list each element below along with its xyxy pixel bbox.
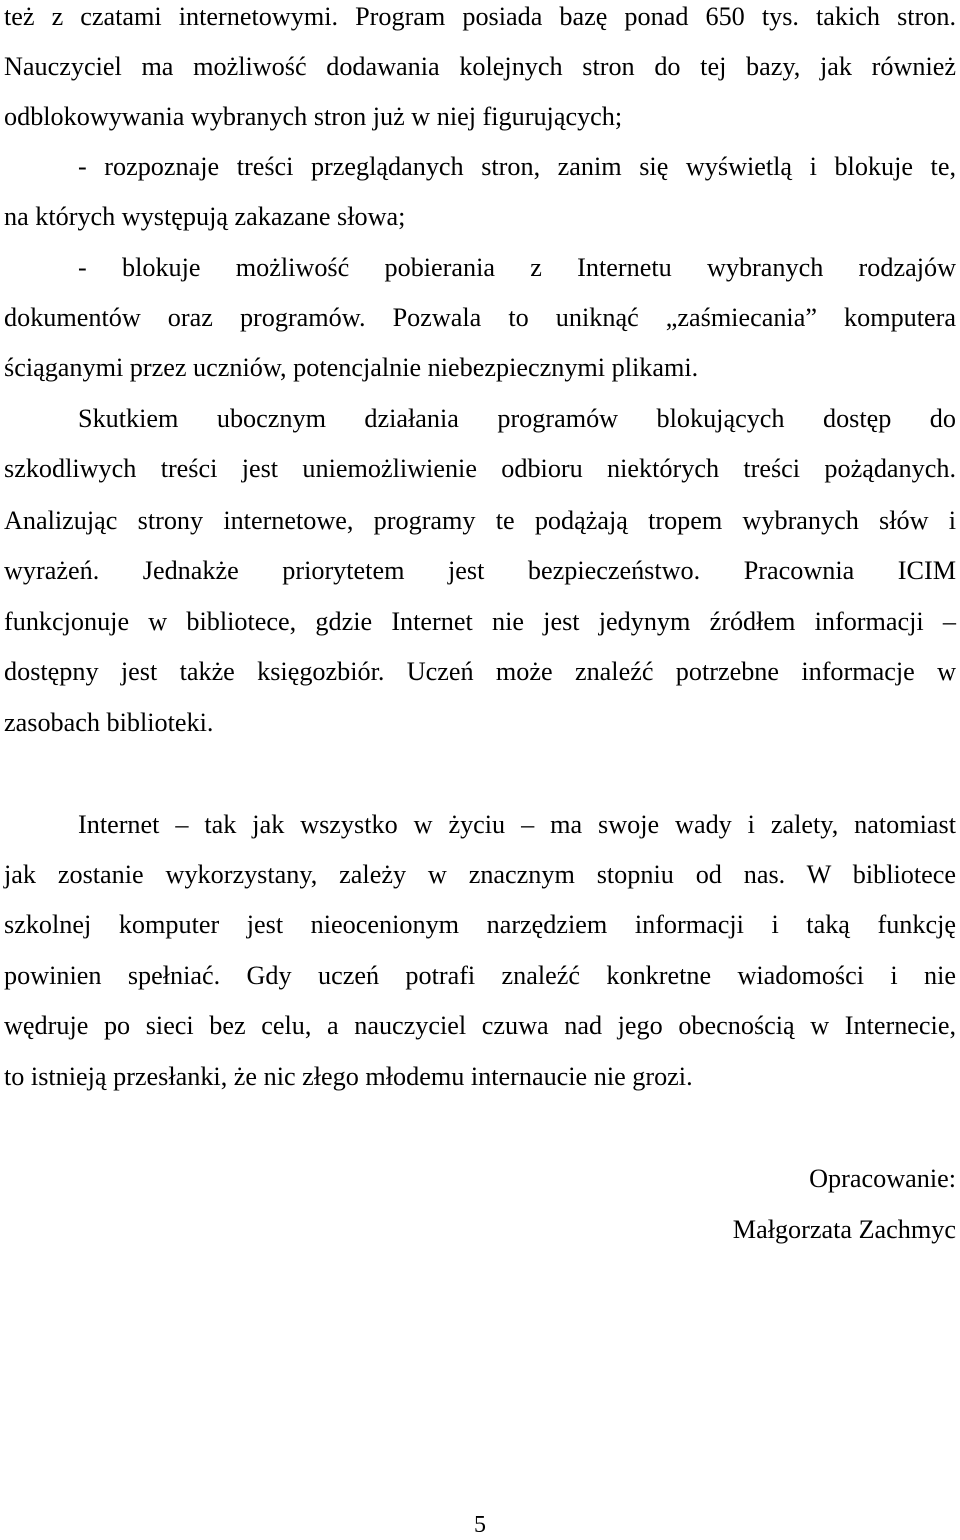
text-line: wyrażeń. Jednakże priorytetem jest bezpieczeństwo. Pracownia ICIM: [4, 556, 956, 585]
text-line: zasobach biblioteki.: [4, 708, 214, 737]
text-line: jak zostanie wykorzystany, zależy w znacznym stopniu od nas. W bibliotece: [4, 860, 956, 889]
text-line: szkolnej komputer jest nieocenionym narzędziem informacji i taką funkcję: [4, 910, 956, 939]
list-item-line: - blokuje możliwość pobierania z Internetu wybranych rodzajów: [78, 253, 956, 282]
signature-label: Opracowanie:: [809, 1164, 956, 1193]
paragraph-first-line: Skutkiem ubocznym działania programów blokujących dostęp do: [78, 404, 956, 433]
page-number: 5: [474, 1512, 486, 1538]
text-line: powinien spełniać. Gdy uczeń potrafi znaleźć konkretne wiadomości i nie: [4, 961, 956, 990]
text-line: dokumentów oraz programów. Pozwala to uniknąć „zaśmiecania” komputera: [4, 303, 956, 332]
text-line: Nauczyciel ma możliwość dodawania kolejnych stron do tej bazy, jak również: [4, 52, 956, 81]
text-line: Analizując strony internetowe, programy te podążają tropem wybranych słów i: [4, 506, 956, 535]
text-line: ściąganymi przez uczniów, potencjalnie niebezpiecznymi plikami.: [4, 353, 699, 382]
text-line: na których występują zakazane słowa;: [4, 202, 406, 231]
text-line: odblokowywania wybranych stron już w niej figurujących;: [4, 102, 623, 131]
text-line: szkodliwych treści jest uniemożliwienie odbioru niektórych treści pożądanych.: [4, 454, 956, 483]
text-line: wędruje po sieci bez celu, a nauczyciel czuwa nad jego obecnością w Internecie,: [4, 1011, 956, 1040]
signature-author: Małgorzata Zachmyc: [732, 1215, 956, 1244]
paragraph-first-line: Internet – tak jak wszystko w życiu – ma swoje wady i zalety, natomiast: [78, 810, 956, 839]
text-line: dostępny jest także księgozbiór. Uczeń może znaleźć potrzebne informacje w: [4, 657, 956, 686]
text-line: to istnieją przesłanki, że nic złego młodemu internaucie nie grozi.: [4, 1062, 693, 1091]
list-item-line: - rozpoznaje treści przeglądanych stron, zanim się wyświetlą i blokuje te,: [78, 152, 956, 181]
text-line: też z czatami internetowymi. Program posiada bazę ponad 650 tys. takich stron.: [4, 2, 956, 31]
text-line: funkcjonuje w bibliotece, gdzie Internet nie jest jedynym źródłem informacji –: [4, 607, 956, 636]
